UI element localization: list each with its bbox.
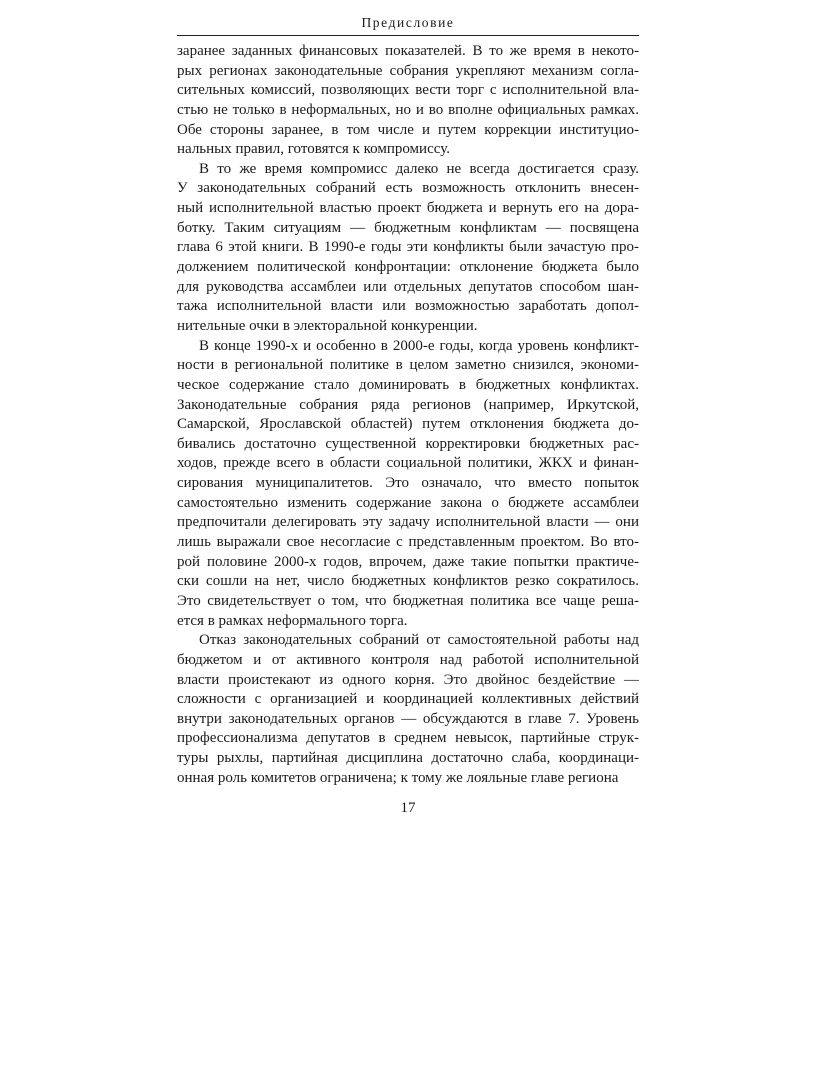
text-line: должением политической конфронтации: отклонение бюджета было [177, 259, 639, 276]
text-line: ется в рамках неформального торга. [177, 612, 408, 629]
text-line: В то же время компромисс далеко не всегда достигается сразу. [199, 160, 639, 177]
text-line: стью не только в неформальных, но и во вполне официальных рамках. [177, 101, 639, 118]
text-line: В конце 1990-х и особенно в 2000-е годы, когда уровень конфликт- [199, 337, 639, 354]
page-number: 17 [400, 800, 416, 817]
text-line: сложности с организацией и координацией коллективных действий [177, 691, 639, 708]
text-line: Это свидетельствует о том, что бюджетная политика все чаще реша- [177, 592, 639, 609]
text-line: ности в региональной политике в целом заметно снизился, экономи- [177, 357, 639, 374]
text-line: рой половине 2000-х годов, впрочем, даже такие попытки практиче- [177, 553, 639, 570]
page-body [177, 42, 639, 788]
text-line: бивались достаточно существенной корректировки бюджетных рас- [177, 435, 639, 452]
paragraph [177, 42, 639, 160]
text-line: Законодательные собрания ряда регионов (например, Иркутской, [177, 396, 639, 413]
text-line: Отказ законодательных собраний от самостоятельной работы над [199, 632, 639, 649]
text-line: сирования муниципалитетов. Это означало, что вместо попыток [177, 475, 639, 492]
text-line: нальных правил, готовятся к компромиссу. [177, 141, 450, 158]
paragraph [177, 631, 639, 788]
text-line: Обе стороны заранее, в том числе и путем коррекции институцио- [177, 121, 639, 138]
text-line: нительные очки в электоральной конкуренции. [177, 317, 478, 334]
text-line: лишь выражали свое несогласие с представленным проектом. Во вто- [177, 534, 639, 551]
text-line: ходов, прежде всего в области социальной политики, ЖКХ и финан- [177, 455, 639, 472]
text-line: профессионализма депутатов в среднем невысок, партийные струк- [177, 730, 639, 747]
text-line: внутри законодательных органов — обсуждаются в главе 7. Уровень [177, 710, 639, 727]
text-line: ски сошли на нет, число бюджетных конфликтов резко сократилось. [177, 573, 639, 590]
text-line: У законодательных собраний есть возможность отклонить внесен- [177, 180, 639, 197]
text-line: власти проистекают из одного корня. Это двойнос бездействие — [177, 671, 639, 688]
running-head: Предисловие [361, 15, 455, 30]
text-line: ный исполнительной властью проект бюджета и вернуть его на дора- [177, 200, 639, 217]
text-line: ботку. Таким ситуациям — бюджетным конфликтам — посвящена [177, 219, 639, 236]
book-page [177, 14, 639, 818]
header-rule [177, 35, 639, 36]
text-line: сительных комиссий, позволяющих вести торг с исполнительной вла- [177, 82, 639, 99]
text-line: рых регионах законодательные собрания укрепляют механизм согла- [177, 62, 639, 79]
text-line: самостоятельно изменить содержание закона о бюджете ассамблеи [177, 494, 639, 511]
text-line: для руководства ассамблеи или отдельных депутатов способом шан- [177, 278, 639, 295]
text-line: тажа исполнительной власти или возможностью заработать допол- [177, 298, 639, 315]
text-line: предпочитали делегировать эту задачу исполнительной власти — они [177, 514, 639, 531]
text-line: бюджетом и от активного контроля над работой исполнительной [177, 651, 639, 668]
text-line: онная роль комитетов ограничена; к тому же лояльные главе региона [177, 769, 619, 786]
paragraph [177, 160, 639, 337]
text-line: Самарской, Ярославской областей) путем отклонения бюджета до- [177, 416, 639, 433]
text-line: туры рыхлы, партийная дисциплина достаточно слаба, координаци- [177, 750, 639, 767]
text-line: ческое содержание стало доминировать в бюджетных конфликтах. [177, 376, 639, 393]
text-line: глава 6 этой книги. В 1990-е годы эти конфликты были зачастую про- [177, 239, 639, 256]
paragraph [177, 337, 639, 632]
text-line: заранее заданных финансовых показателей. В то же время в некото- [177, 43, 639, 59]
